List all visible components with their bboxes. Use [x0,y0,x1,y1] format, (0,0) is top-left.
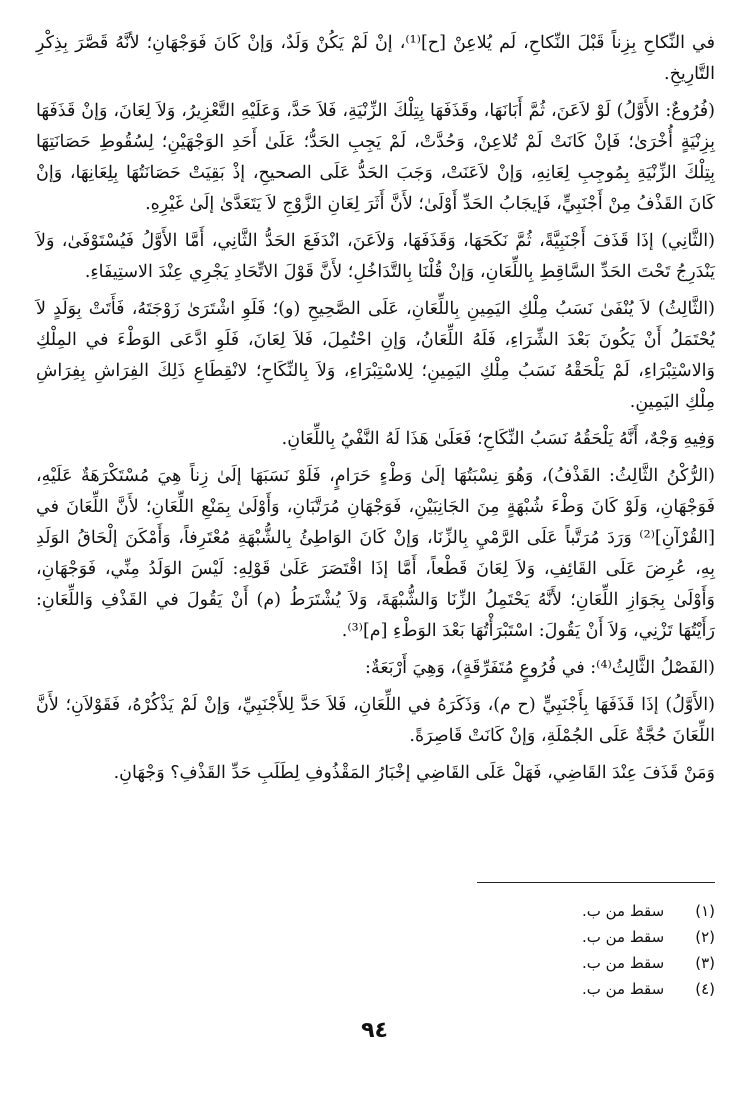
footnote-number: (١) [695,902,715,920]
paragraph-third: (الثَّالِثُ) لاَ يُنْفَىٰ نَسَبُ مِلْكِ اليَمِينِ بِاللِّعَانِ، عَلَى الصَّحِيحِ (و)؛ فَلَوِ اشْتَرَىٰ زَوْجَتَهُ، فَأَتَتْ بِوَلَدٍ لاَ يُحْتَمَلُ أَنْ يَكُونَ بَعْدَ الشِّرَاءِ، فَلَهُ اللِّعَانُ، وَإنِ احْتُمِلَ، فَلاَ لِعَانَ، فَلَوِ ادَّعَى الوَطْءَ في المِلْكِ وَالاسْتِبْرَاءِ، لَمْ يَلْحَقْهُ نَسَبُ مِلْكِ اليَمِينِ؛ لِلاسْتِبْرَاءِ، وَلاَ بِالنِّكَاحِ؛ لانْقِطَاعِ ذَلِكَ الفِرَاشِ بِفِرَاشِ مِلْكِ اليَمِينِ. [36,299,715,412]
footnote-number: (٣) [695,954,715,972]
footnote-text: سقط من ب. [581,928,665,946]
paragraph-alternative-view: وَفِيهِ وَجْهٌ، أَنَّهُ يَلْحَقُهُ نَسَبُ النِّكَاحِ؛ فَعَلَىٰ هَذَا لَهُ النَّفْيُ بِاللِّعَانِ. [281,429,715,449]
main-text [36,28,715,795]
paragraph-first-branch: (الأَوَّلُ) إذَا قَذَفَهَا بِأَجْنَبِيٍّ (ح م)، وَذَكَرَهُ في اللِّعَانِ، فَلاَ حَدَّ لِلأَجْنَبِيِّ، وَإنْ لَمْ يَذْكُرْهُ، فَقَوْلاَنِ؛ لأَنَّ اللِّعَانَ حُجَّةٌ عَلَى الجُمْلَةِ، وَإنْ كَانَتْ قَاصِرَةً. [36,695,715,746]
footnote-item [415,976,715,1002]
footnote-item [415,924,715,950]
footnotes [415,898,715,1002]
page-number: ٩٤ [361,1018,388,1043]
footnote-text: سقط من ب. [581,980,665,998]
footnote-item [415,898,715,924]
paragraph-judge-question: وَمَنْ قَذَفَ عِنْدَ القَاضِي، فَهَلْ عَلَى القَاضِي إخْبَارُ المَقْذُوفِ لِطَلَبِ حَدِّ القَذْفِ؟ وَجْهَانِ. [113,763,715,783]
section-heading: (الفَصْلُ الثَّالِثُ⁽⁴⁾: في فُرُوعٍ مُتَفَرِّقَةٍ)، وَهِيَ أَرْبَعَةٌ: [365,658,715,678]
footnote-text: سقط من ب. [581,902,665,920]
paragraph-second: (الثَّانِي) إذَا قَذَفَ أَجْنَبِيَّةً، ثُمَّ نَكَحَهَا، وَقَذَفَهَا، وَلاَعَنَ، انْدَفَعَ الحَدُّ الثَّانِي، أَمَّا الأَوَّلُ فَيُسْتَوْفَىٰ، وَلاَ يَنْدَرِجُ تَحْتَ الحَدِّ السَّاقِطِ بِاللِّعَانِ، وَإنْ قُلْنَا بِالتَّدَاخُلِ؛ لأَنَّ قَوْلَ الاتِّحَادِ يَجْرِي عِنْدَ الاستِيفَاءِ. [36,231,715,282]
paragraph-branches-first: (فُرُوعٌ: الأَوَّلُ) لَوْ لاَعَنَ، ثُمَّ أَبَانَهَا، وقَذَفَهَا بِتِلْكَ الزِّنْيَةِ، فَلاَ حَدَّ، وَعَلَيْهِ التَّعْزِيرُ، وَلاَ لِعَانَ، وَإنْ قَذَفَهَا بِزِنْيَةٍ أُخْرَىٰ؛ فَإنْ كَانَتْ لَمْ تُلاعِنْ، وَحُدَّتْ، لَمْ يَجِبِ الحَدُّ؛ عَلَىٰ أَحَدِ الوَجْهَيْنِ؛ لِسُقُوطِ حَصَانَتِهَا بِتِلْكَ الزِّنْيَةِ بِمُوجِبِ لِعَانِهِ، وَإنْ لاَعَنَتْ، وَجَبَ الحَدُّ عَلَى الصحيحِ، إذْ بَقِيَتْ حَصَانَتُهَا بِلِعَانِهَا، وَإنْ كَانَ القَذْفُ مِنْ أَجْنَبِيٍّ، فَإيجَابُ الحَدِّ أَوْلَىٰ؛ لأَنَّ أَثَرَ لِعَانِ الزَّوْجِ لاَ يَتَعَدَّىٰ إلَىٰ غَيْرِهِ. [36,101,715,214]
paragraph-third-pillar: (الرُّكْنُ الثَّالِثُ: القَذْفُ)، وَهُوَ نِسْبَتُهَا إلَىٰ وَطْءٍ حَرَامٍ، فَلَوْ نَسَبَهَا إلَىٰ زِناً هِيَ مُسْتَكْرَهَةٌ عَلَيْهِ، فَوَجْهَانِ، وَلَوْ كَانَ وَطْءَ شُبْهَةٍ مِنَ الجَانِبَيْنِ، فَوَجْهَانِ مُرَتَّبَانِ، وَأَوْلَىٰ بِمَنْعِ اللِّعَانِ؛ لأَنَّ اللِّعَانَ في [القُرْآنِ]⁽²⁾ وَرَدَ مُرَتَّباً عَلَى الرَّمْيِ بِالزِّنَا، وَإنْ كَانَ الوَاطِئُ بِالشُّبْهَةِ مُعْتَرِفاً، وَأَمْكَنَ إلْحَاقُ الوَلَدِ بِهِ، عُرِضَ عَلَى القَائِفِ، وَلاَ لِعَانَ قَطْعاً، أَمَّا إذَا اقْتَصَرَ عَلَىٰ قَوْلِهِ: لَيْسَ الوَلَدُ مِنِّي، فَوَجْهَانِ، وَأَوْلَىٰ بِجَوَازِ اللِّعَانِ؛ لأَنَّهُ يَحْتَمِلُ الزِّنَا وَالشُّبْهَةَ، وَلاَ يُشْتَرَطُ (م) أَنْ يَقُولَ في القَذْفِ وَاللِّعَانِ: رَأَيْتُهَا تَزْنِي، وَلاَ أَنْ يَقُولَ: اسْتَبْرَأْتُهَا بَعْدَ الوَطْءِ [م]⁽³⁾. [36,466,715,641]
paragraph-continuation: في النِّكاحِ بِزِناً قَبْلَ النِّكاحِ، لَم يُلاعِنْ [ح]⁽¹⁾، إنْ لَمْ يَكُنْ وَلَدٌ، وَإنْ كَانَ فَوَجْهَانِ؛ لأنَّهُ قَصَّرَ بِذِكْرِ التَّارِيخِ. [36,33,715,84]
footnote-number: (٤) [695,980,715,998]
footnote-number: (٢) [695,928,715,946]
footnote-item [415,950,715,976]
footnote-divider [477,882,715,883]
footnote-text: سقط من ب. [581,954,665,972]
